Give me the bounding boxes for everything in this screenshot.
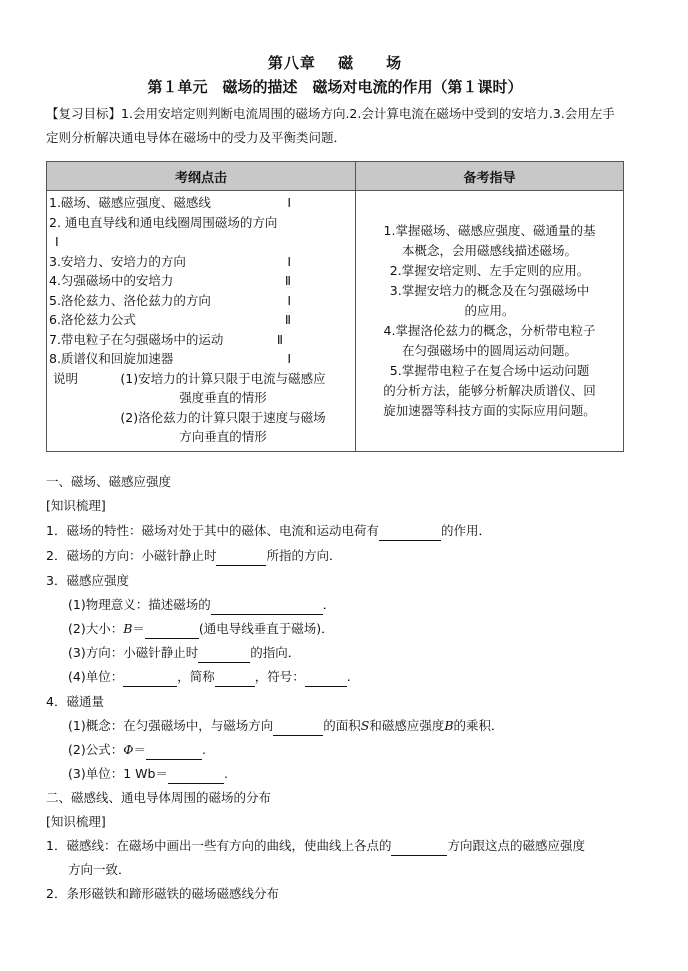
syllabus-item: 6.洛伦兹力公式 Ⅱ xyxy=(49,312,291,327)
fill-blank[interactable] xyxy=(168,769,224,784)
section2-heading: 二、磁感线、通电导体周围的磁场的分布 xyxy=(46,790,272,805)
syllabus-item: 5.洛伦兹力、洛伦兹力的方向 Ⅰ xyxy=(49,292,291,308)
review-objectives xyxy=(46,102,624,150)
syllabus-table xyxy=(46,161,624,452)
syllabus-item: 7.带电粒子在匀强磁场中的运动 Ⅱ xyxy=(49,331,283,347)
syllabus-item: 8.质谱仪和回旋加速器 Ⅰ xyxy=(49,351,291,366)
section2-item1: 1．磁感线：在磁场中画出一些有方向的曲线，使曲线上各点的 方向跟这点的磁感应强度 xyxy=(46,836,585,856)
note-label: 说明 xyxy=(53,370,79,386)
syllabus-item: Ⅰ xyxy=(55,234,59,249)
fill-blank[interactable] xyxy=(145,624,199,639)
section2-subheading: [知识梳理] xyxy=(46,814,106,829)
fill-blank[interactable] xyxy=(123,672,177,687)
fill-blank[interactable] xyxy=(391,841,447,856)
guidance-cell: 1.掌握磁场、磁感应强度、磁通量的基 本概念，会用磁感线描述磁场。 2.掌握安培定则、左手定则的应用。 3.掌握安培力的概念及在匀强磁场中 的应用。 4.掌握洛伦兹力的概念，分析带电粒子 在匀强磁场中的圆周运动问题。 5.掌握带电粒子在复合场中运动问题 的分析方法，能够分析解决质谱仪、回 旋加速器等科技方面的实际应用问题。 xyxy=(356,191,624,452)
fill-blank[interactable] xyxy=(198,648,250,663)
header-syllabus: 考纲点击 xyxy=(47,162,356,191)
syllabus-note: 说明 (1)安培力的计算只限于电流与磁感应 强度垂直的情形 (2)洛伦兹力的计算只限于速度与磁场 方向垂直的情形 xyxy=(49,369,353,447)
fill-blank[interactable] xyxy=(146,745,202,760)
syllabus-item: 4.匀强磁场中的安培力 Ⅱ xyxy=(49,273,291,288)
chapter-title: 第八章 磁 场 xyxy=(267,54,403,72)
section1-item4-1: (1)概念：在匀强磁场中，与磁场方向 的面积S和磁感应强度B的乘积． xyxy=(68,716,504,736)
syllabus-item: 1.磁场、磁感应强度、磁感线 Ⅰ xyxy=(49,195,291,210)
fill-blank[interactable] xyxy=(211,600,323,615)
section1-item4: 4．磁通量 xyxy=(46,694,104,709)
syllabus-points-cell xyxy=(47,191,356,452)
section1-item4-2: (2)公式：Φ＝ . xyxy=(68,740,206,760)
fill-blank[interactable] xyxy=(379,526,441,541)
section2-item2: 2．条形磁铁和蹄形磁铁的磁场磁感线分布 xyxy=(46,886,279,901)
section1-item3-4: (4)单位： ，简称 ，符号： . xyxy=(68,667,351,687)
section1-item4-3: (3)单位：1 Wb＝ . xyxy=(68,764,228,784)
syllabus-item: 3.安培力、安培力的方向 Ⅰ xyxy=(49,253,291,269)
unit-title: 第１单元 磁场的描述 磁场对电流的作用（第１课时） xyxy=(147,78,523,96)
section1-subheading: [知识梳理] xyxy=(46,498,106,513)
fill-blank[interactable] xyxy=(216,551,266,566)
fill-blank[interactable] xyxy=(305,672,347,687)
section1-item3-3: (3)方向：小磁针静止时 的指向． xyxy=(68,643,300,663)
syllabus-item: 2. 通电直导线和通电线圈周围磁场的方向 xyxy=(49,214,278,230)
section1-item3-1: (1)物理意义：描述磁场的 ． xyxy=(68,595,335,615)
objective-text: 1.会用安培定则判断电流周围的磁场方向.2.会计算电流在磁场中受到的安培力.3.会用左手定则分析解决通电导体在磁场中的受力及平衡类问题． xyxy=(46,106,615,145)
section1-item2: 2．磁场的方向：小磁针静止时 所指的方向． xyxy=(46,546,341,566)
header-guidance: 备考指导 xyxy=(356,162,624,191)
objective-label: 【复习目标】 xyxy=(46,106,122,121)
fill-blank[interactable] xyxy=(273,721,323,736)
section1-item3: 3．磁感应强度 xyxy=(46,573,129,588)
fill-blank[interactable] xyxy=(215,672,255,687)
section2-item1-cont: 方向一致． xyxy=(68,862,131,877)
section1-item3-2: (2)大小：B＝ (通电导线垂直于磁场)． xyxy=(68,619,334,639)
section1-heading: 一、磁场、磁感应强度 xyxy=(46,474,172,489)
section1-item1: 1．磁场的特性：磁场对处于其中的磁体、电流和运动电荷有 的作用． xyxy=(46,521,491,541)
